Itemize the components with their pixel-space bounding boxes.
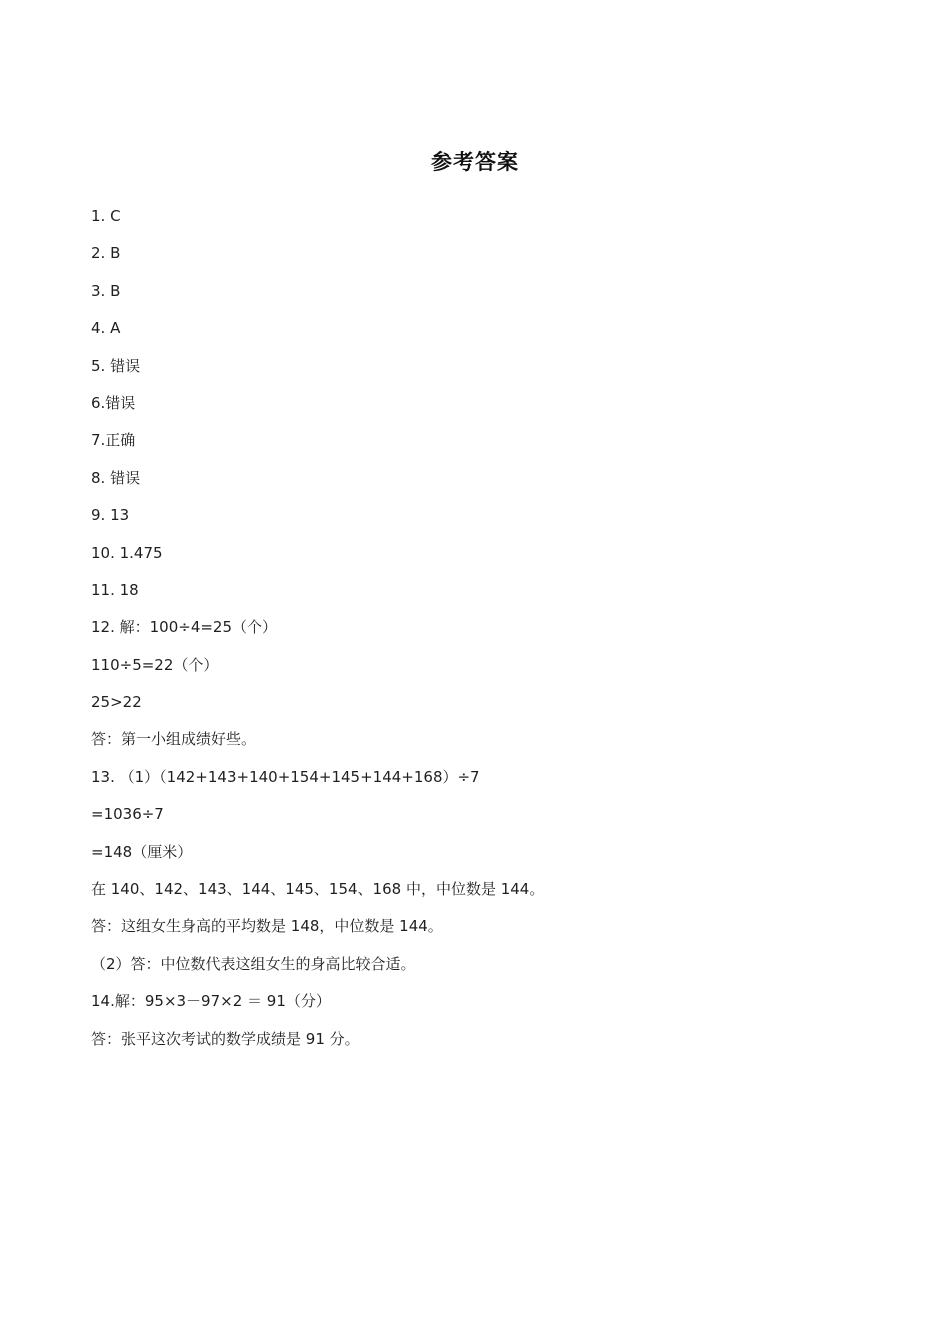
answer-list (91, 204, 871, 1064)
answer-line: 11. 18 (91, 580, 139, 599)
answer-line: 13. （1）（142+143+140+154+145+144+168）÷7 (91, 767, 480, 786)
answer-line: 4. A (91, 319, 121, 338)
answer-line: 3. B (91, 281, 121, 300)
answer-line: =1036÷7 (91, 805, 164, 824)
answer-line: =148（厘米） (91, 842, 193, 861)
answer-line: 12. 解：100÷4=25（个） (91, 618, 278, 637)
answer-line: 答：这组女生身高的平均数是 148，中位数是 144。 (91, 917, 443, 936)
answer-line: 7.正确 (91, 431, 136, 450)
answer-line: （2）答：中位数代表这组女生的身高比较合适。 (91, 954, 416, 973)
answer-line: 110÷5=22（个） (91, 655, 219, 674)
page-title: 参考答案 (431, 150, 519, 174)
answer-line: 在 140、142、143、144、145、154、168 中，中位数是 144。 (91, 880, 545, 899)
answer-line: 答：第一小组成绩好些。 (91, 730, 257, 749)
answer-line: 1. C (91, 207, 121, 225)
answer-line: 答：张平这次考试的数学成绩是 91 分。 (91, 1029, 360, 1048)
answer-line: 25>22 (91, 693, 142, 712)
answer-line: 6.错误 (91, 393, 136, 412)
answer-line: 9. 13 (91, 506, 130, 525)
answer-line: 10. 1.475 (91, 543, 163, 562)
answer-line: 2. B (91, 244, 121, 263)
answer-line: 8. 错误 (91, 468, 141, 487)
answer-line: 5. 错误 (91, 356, 141, 375)
answer-line: 14.解：95×3－97×2 ＝ 91（分） (91, 992, 331, 1011)
